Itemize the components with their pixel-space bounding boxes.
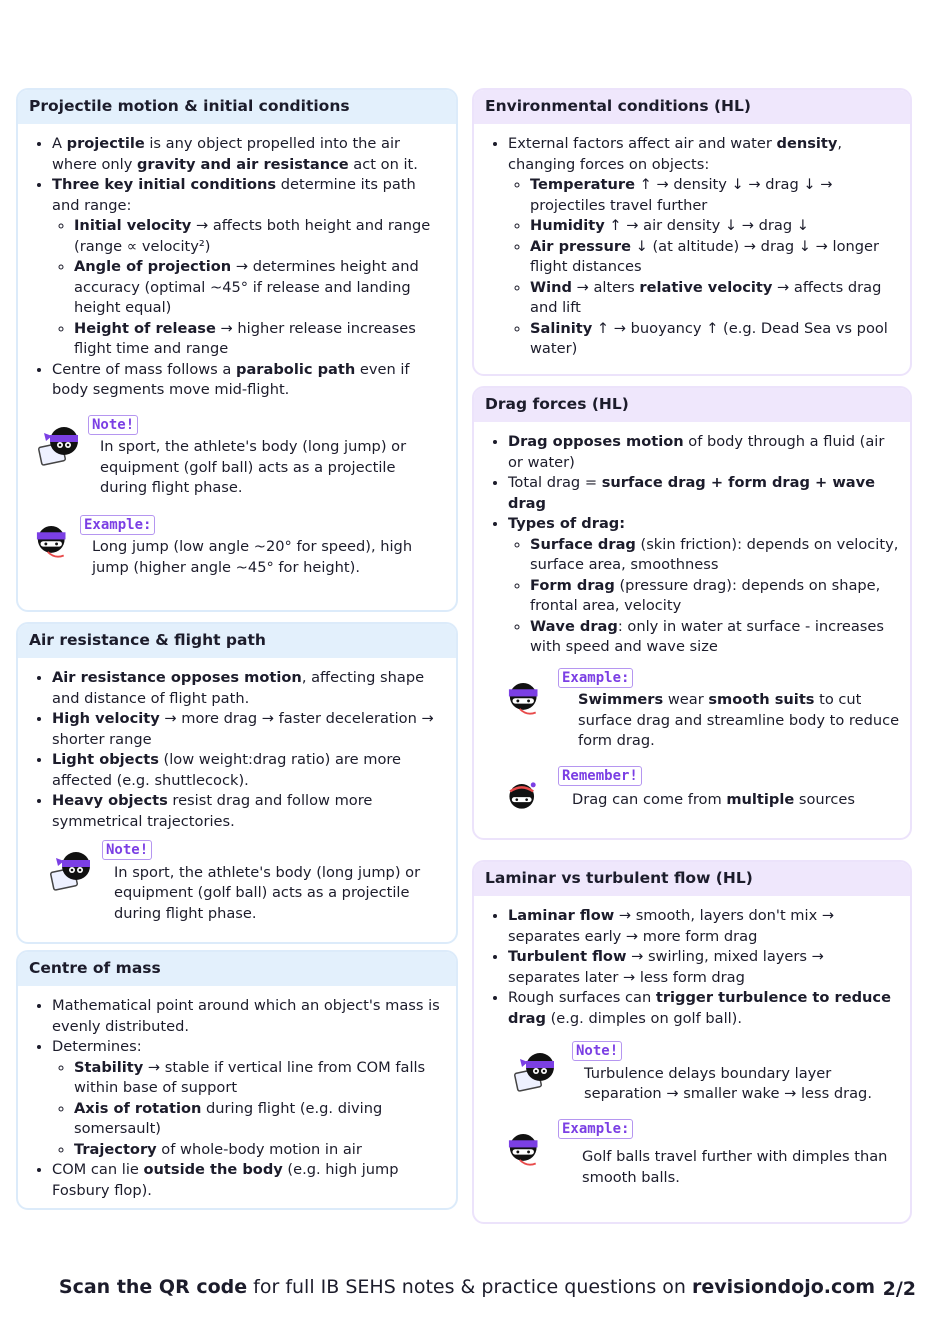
card-title: Drag forces (HL) xyxy=(474,388,910,422)
ninja-laptop-icon xyxy=(46,846,102,898)
sub-list-item: ◦ Wave drag: only in water at surface - increases with speed and wave size xyxy=(530,617,900,658)
list-item: • Determines: ◦ Stability → stable if vertical line from COM falls within base of support ◦ Axis of rotation during flight (e.g. diving somersault) ◦ Trajectory of whole-body motion in air xyxy=(52,1037,446,1160)
card-title: Air resistance & flight path xyxy=(18,624,456,658)
card-title: Environmental conditions (HL) xyxy=(474,90,910,124)
flow-card xyxy=(472,860,912,1224)
ninja-icon xyxy=(500,674,550,726)
ninja-icon xyxy=(500,1125,550,1177)
example-text: Golf balls travel further with dimples than smooth balls. xyxy=(582,1148,888,1186)
ninja-laptop-icon xyxy=(510,1047,566,1099)
remember-callout xyxy=(484,766,900,814)
example-text: Long jump (low angle ~20° for speed), high jump (higher angle ~45° for height). xyxy=(92,538,413,576)
list-item: • Laminar flow → smooth, layers don't mix → separates early → more form drag xyxy=(508,906,900,947)
example-callout xyxy=(484,1119,900,1189)
list-item: • Centre of mass follows a parabolic path even if body segments move mid-flight. xyxy=(52,360,446,401)
sub-list-item: ◦ Stability → stable if vertical line from COM falls within base of support xyxy=(74,1058,446,1099)
note-tag: Note! xyxy=(102,840,152,860)
card-body xyxy=(474,124,910,372)
sub-list-item: ◦ Salinity ↑ → buoyancy ↑ (e.g. Dead Sea vs pool water) xyxy=(530,319,900,360)
card-title: Centre of mass xyxy=(18,952,456,986)
sub-list-item: ◦ Axis of rotation during flight (e.g. diving somersault) xyxy=(74,1099,446,1140)
note-callout xyxy=(28,415,446,499)
note-callout xyxy=(28,840,446,924)
list-item: • COM can lie outside the body (e.g. high jump Fosbury flop). xyxy=(52,1160,446,1201)
list-item: • Heavy objects resist drag and follow more symmetrical trajectories. xyxy=(52,791,446,832)
example-tag: Example: xyxy=(80,515,155,535)
sub-list-item: ◦ Surface drag (skin friction): depends on velocity, surface area, smoothness xyxy=(530,535,900,576)
ninja-laptop-icon xyxy=(34,421,90,473)
footer xyxy=(0,1276,934,1298)
drag-forces-card xyxy=(472,386,912,840)
card-body xyxy=(474,896,910,1200)
list-item: • Drag opposes motion of body through a fluid (air or water) xyxy=(508,432,900,473)
list-item: • Turbulent flow → swirling, mixed layers → separates later → less form drag xyxy=(508,947,900,988)
list-item: • High velocity → more drag → faster deceleration → shorter range xyxy=(52,709,446,750)
card-body xyxy=(18,124,456,590)
air-resistance-card xyxy=(16,622,458,944)
centre-of-mass-card xyxy=(16,950,458,1210)
list-item: • External factors affect air and water density, changing forces on objects: ◦ Temperature ↑ → density ↓ → drag ↓ → projectiles travel further ◦ Humidity ↑ → air density ↓ → drag ↓ ◦ Air pressure ↓ (at altitude) → drag ↓ → longer flight distances ◦ Wind → alters relative velocity → affects drag and lift ◦ Salinity ↑ → buoyancy ↑ (e.g. Dead Sea vs pool water) xyxy=(508,134,900,360)
sub-list-item: ◦ Height of release → higher release increases flight time and range xyxy=(74,319,446,360)
sub-list-item: ◦ Air pressure ↓ (at altitude) → drag ↓ → longer flight distances xyxy=(530,237,900,278)
page-number: 2/2 xyxy=(882,1278,916,1300)
right-column xyxy=(472,88,912,1224)
remember-text: Drag can come from multiple sources xyxy=(572,791,855,808)
sub-list-item: ◦ Humidity ↑ → air density ↓ → drag ↓ xyxy=(530,216,900,237)
card-title: Laminar vs turbulent flow (HL) xyxy=(474,862,910,896)
list-item: • Three key initial conditions determine its path and range: ◦ Initial velocity → affects both height and range (range ∝ velocity²) ◦ Angle of projection → determines height and accuracy (optimal ~45° if release and landing height equal) ◦ Height of release → higher release increases flight time and range xyxy=(52,175,446,360)
sub-list-item: ◦ Angle of projection → determines height and accuracy (optimal ~45° if release and landing height equal) xyxy=(74,257,446,319)
note-tag: Note! xyxy=(572,1041,622,1061)
sub-list-item: ◦ Temperature ↑ → density ↓ → drag ↓ → projectiles travel further xyxy=(530,175,900,216)
list-item: • Types of drag: ◦ Surface drag (skin friction): depends on velocity, surface area, smoothness ◦ Form drag (pressure drag): depends on shape, frontal area, velocity ◦ Wave drag: only in water at surface - increases with speed and wave size xyxy=(508,514,900,658)
note-callout xyxy=(484,1041,900,1105)
sub-list-item: ◦ Form drag (pressure drag): depends on shape, frontal area, velocity xyxy=(530,576,900,617)
list-item: • Light objects (low weight:drag ratio) are more affected (e.g. shuttlecock). xyxy=(52,750,446,791)
sub-list-item: ◦ Wind → alters relative velocity → affects drag and lift xyxy=(530,278,900,319)
card-title: Projectile motion & initial conditions xyxy=(18,90,456,124)
projectile-card xyxy=(16,88,458,612)
example-callout xyxy=(484,668,900,752)
note-text: Turbulence delays boundary layer separation → smaller wake → less drag. xyxy=(584,1064,872,1102)
left-column xyxy=(16,88,458,1210)
footer-qr-text: Scan the QR code xyxy=(58,1276,248,1298)
note-text: In sport, the athlete's body (long jump) or equipment (golf ball) acts as a projectile during flight phase. xyxy=(114,863,421,922)
ninja-remember-icon xyxy=(502,772,548,824)
footer-link[interactable]: revisiondojo.com xyxy=(691,1276,876,1298)
list-item: • Mathematical point around which an object's mass is evenly distributed. xyxy=(52,996,446,1037)
example-tag: Example: xyxy=(558,1119,633,1139)
list-item: • A projectile is any object propelled into the air where only gravity and air resistance act on it. xyxy=(52,134,446,175)
note-tag: Note! xyxy=(88,415,138,435)
note-text: In sport, the athlete's body (long jump) or equipment (golf ball) acts as a projectile during flight phase. xyxy=(100,438,407,496)
card-body xyxy=(474,422,910,826)
card-body xyxy=(18,658,456,936)
ninja-icon xyxy=(28,517,78,569)
sub-list-item: ◦ Initial velocity → affects both height and range (range ∝ velocity²) xyxy=(74,216,446,257)
example-tag: Example: xyxy=(558,668,633,688)
environmental-card xyxy=(472,88,912,376)
example-callout xyxy=(28,515,446,579)
footer-text: for full IB SEHS notes & practice questions on xyxy=(247,1276,692,1298)
remember-tag: Remember! xyxy=(558,766,642,786)
card-body xyxy=(18,986,456,1210)
list-item: • Air resistance opposes motion, affecting shape and distance of flight path. xyxy=(52,668,446,709)
sub-list-item: ◦ Trajectory of whole-body motion in air xyxy=(74,1140,446,1161)
list-item: • Rough surfaces can trigger turbulence to reduce drag (e.g. dimples on golf ball). xyxy=(508,988,900,1029)
list-item: • Total drag = surface drag + form drag + wave drag xyxy=(508,473,900,514)
example-text: Swimmers wear smooth suits to cut surface drag and streamline body to reduce form drag. xyxy=(578,691,900,749)
